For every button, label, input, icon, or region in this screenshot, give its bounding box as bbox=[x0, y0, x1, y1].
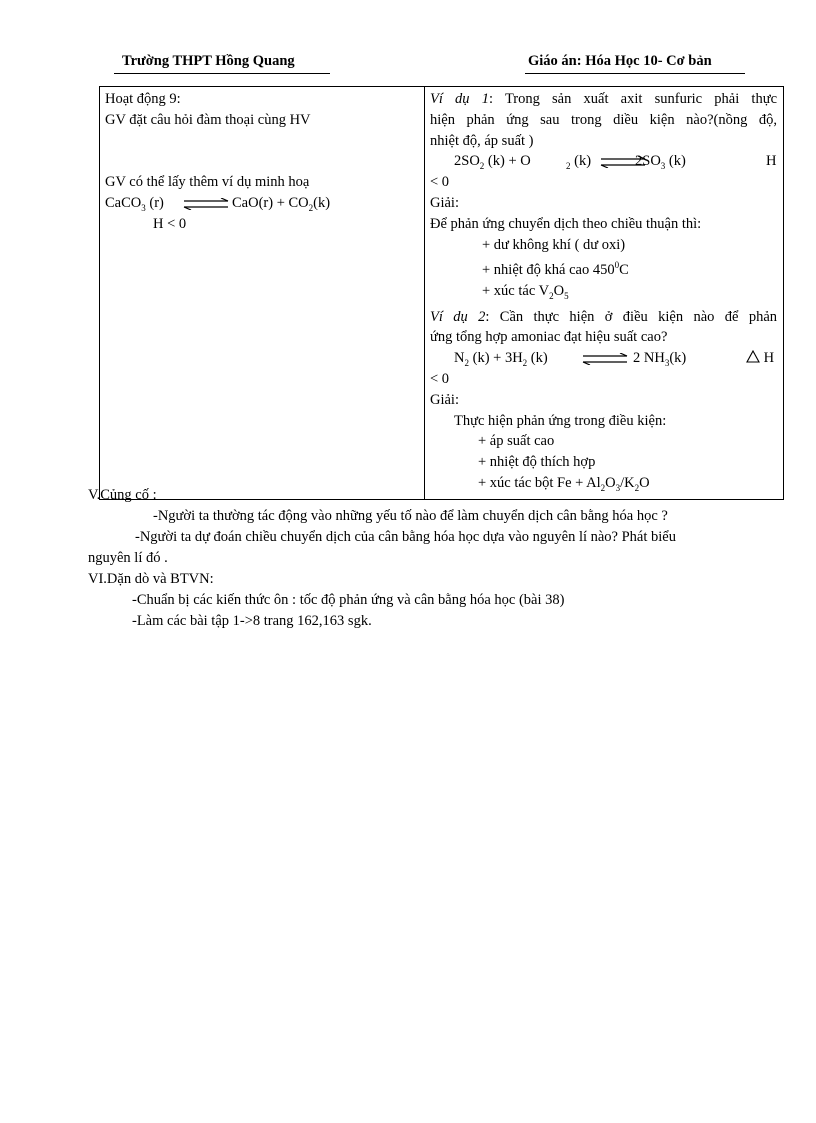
content-cell bbox=[425, 87, 784, 500]
subject-title: Giáo án: Hóa Học 10- Cơ bản bbox=[528, 53, 712, 69]
solution2-item3: + xúc tác bột $Fe + Al_2O_3/K_2O$ bbox=[478, 475, 650, 493]
example2-line2: ứng tổng hợp amoniac đạt hiệu suất cao? bbox=[430, 329, 668, 346]
condition-lt0-1: < 0 bbox=[430, 174, 450, 191]
solution1-intro: Để phản ứng chuyển dịch theo chiều thuận thì: bbox=[430, 215, 702, 232]
condition-lt0-2: < 0 bbox=[430, 371, 450, 388]
section-6-line2: -Làm các bài tập 1->8 trang 162,163 sgk. bbox=[132, 613, 372, 629]
delta-icon bbox=[746, 350, 760, 363]
solution1-label: Giải: bbox=[430, 194, 459, 211]
teacher-activity-cell bbox=[100, 87, 425, 500]
header-rule-left bbox=[114, 73, 330, 74]
section-5-line3: nguyên lí đó . bbox=[88, 550, 168, 566]
school-name: Trường THPT Hồng Quang bbox=[122, 53, 295, 69]
lesson-table bbox=[99, 86, 784, 500]
example1-line3: nhiệt độ, áp suất ) bbox=[430, 132, 534, 149]
solution1-item2: + nhiệt độ khá cao $450^0C$ bbox=[482, 260, 629, 279]
extra-example-note: GV có thể lấy thêm ví dụ minh hoạ bbox=[105, 174, 310, 191]
solution1-item3: + xúc tác $V_2O_5$ bbox=[482, 283, 569, 301]
activity-label: Hoạt động 9: bbox=[105, 91, 181, 107]
caco3-reaction: CaCO$_3$ (r) $CaO(r) + CO_2(k)$ bbox=[105, 194, 331, 213]
section-5-line2: -Người ta dự đoán chiều chuyển dịch của cân bằng hóa học dựa vào nguyên lí nào? Phát biểu bbox=[135, 529, 676, 545]
example2-line1: Ví dụ 2: Cần thực hiện ở điều kiện nào để phản bbox=[430, 308, 778, 325]
section-6-line1: -Chuẩn bị các kiến thức ôn : tốc độ phản ứng và cân bằng hóa học (bài 38) bbox=[132, 592, 565, 608]
solution2-label: Giải: bbox=[430, 391, 459, 408]
question-intro: GV đặt câu hỏi đàm thoại cùng HV bbox=[105, 111, 311, 128]
header-rule-right bbox=[525, 73, 745, 74]
enthalpy-condition: H < 0 bbox=[153, 215, 187, 232]
section-5-title: V.Củng cố : bbox=[88, 487, 157, 503]
section-6-title: VI.Dặn dò và BTVN: bbox=[88, 571, 214, 587]
so2-reaction: $2SO_2$ (k) + O $_2$ (k) $2SO_3$ (k) H bbox=[454, 153, 777, 172]
section-6 bbox=[88, 569, 788, 632]
example1-line2: hiện phản ứng sau trong diều kiện nào?(nồng độ, bbox=[430, 111, 777, 128]
solution2-item2: + nhiệt độ thích hợp bbox=[478, 454, 596, 471]
solution2-item1: + áp suất cao bbox=[478, 433, 555, 450]
solution1-item1: + dư không khí ( dư oxi) bbox=[482, 236, 626, 253]
equilibrium-arrow-icon bbox=[582, 353, 628, 365]
solution2-intro: Thực hiện phản ứng trong điều kiện: bbox=[454, 412, 667, 429]
nh3-reaction: $N_2$ $(k) + 3H_2$ (k) 2 $NH_3(k)$ H bbox=[454, 350, 775, 369]
section-5 bbox=[88, 485, 788, 569]
example1-line1: Ví dụ 1: Trong sản xuất axit sunfuric phải thực bbox=[430, 91, 778, 107]
section-5-line1: -Người ta thường tác động vào những yếu tố nào để làm chuyển dịch cân bằng hóa học ? bbox=[153, 508, 668, 524]
equilibrium-arrow-icon bbox=[183, 198, 229, 210]
